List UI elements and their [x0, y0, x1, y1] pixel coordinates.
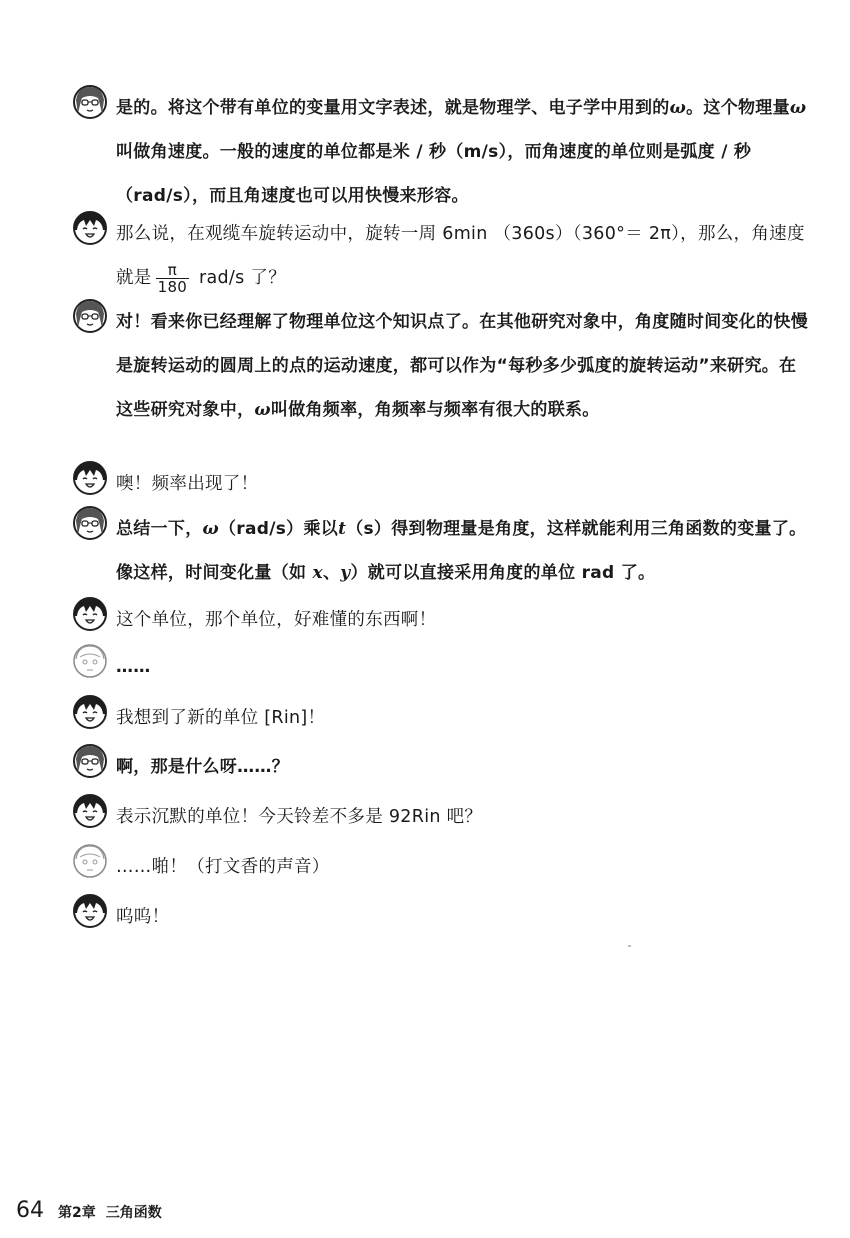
dialogue-text: 对！看来你已经理解了物理单位这个知识点了。在其他研究对象中，角度随时间变化的快慢是旋转运动的圆周上的点的运动速度，都可以作为“每秒多少弧度的旋转运动”来研究。在这些研究对象中，ω叫做角频率，角频率与频率有很大的联系。	[116, 312, 808, 420]
dialogue-text: 噢！频率出现了！	[116, 474, 259, 494]
page-number: 64	[16, 1198, 44, 1223]
rin-avatar-icon	[72, 694, 108, 730]
dialogue-text: ……	[116, 657, 151, 677]
fumika-faded-avatar-icon	[72, 643, 108, 679]
fumika-avatar-icon	[72, 298, 108, 334]
fumika-avatar-icon	[72, 505, 108, 541]
dialogue-text: 呜呜！	[116, 907, 170, 927]
fumika-avatar-icon	[72, 743, 108, 779]
dialogue-text: 表示沉默的单位！今天铃差不多是 92Rin 吧？	[116, 807, 483, 827]
rin-avatar-icon	[72, 210, 108, 246]
fumika-avatar-icon	[72, 84, 108, 120]
fraction: $\frac{\pi}{180}$	[157, 260, 188, 296]
fumika-faded-avatar-icon	[72, 843, 108, 879]
rin-avatar-icon	[72, 460, 108, 496]
dialogue-text: ……啪！（打文香的声音）	[116, 857, 330, 877]
rin-avatar-icon	[72, 596, 108, 632]
dialogue-text: 那么说，在观缆车旋转运动中，旋转一周 6min （360s）（360°＝ 2π），那么，角速度就是 $\frac{\pi}{180}$ rad/s 了？	[116, 224, 805, 296]
dialogue-text: 是的。将这个带有单位的变量用文字表述，就是物理学、电子学中用到的ω。这个物理量ω叫做角速度。一般的速度的单位都是米 / 秒（m/s），而角速度的单位则是弧度 / 秒（rad/s），而且角速度也可以用快慢来形容。	[116, 98, 807, 206]
dialogue-text: 我想到了新的单位 [Rin]！	[116, 708, 326, 728]
dialogue-text: 啊，那是什么呀……？	[116, 757, 289, 777]
rin-avatar-icon	[72, 893, 108, 929]
page-footer	[16, 1198, 162, 1223]
dialogue-text: 这个单位，那个单位，好难懂的东西啊！	[116, 610, 437, 630]
rin-avatar-icon	[72, 793, 108, 829]
scan-speck	[628, 945, 631, 947]
chapter-title: 三角函数	[105, 1205, 162, 1221]
dialogue-text: 总结一下，ω（rad/s）乘以t（s）得到物理量是角度，这样就能利用三角函数的变量了。像这样，时间变化量（如 x、y）就可以直接采用角度的单位 rad 了。	[116, 519, 807, 583]
chapter-label: 第2章	[58, 1205, 96, 1221]
